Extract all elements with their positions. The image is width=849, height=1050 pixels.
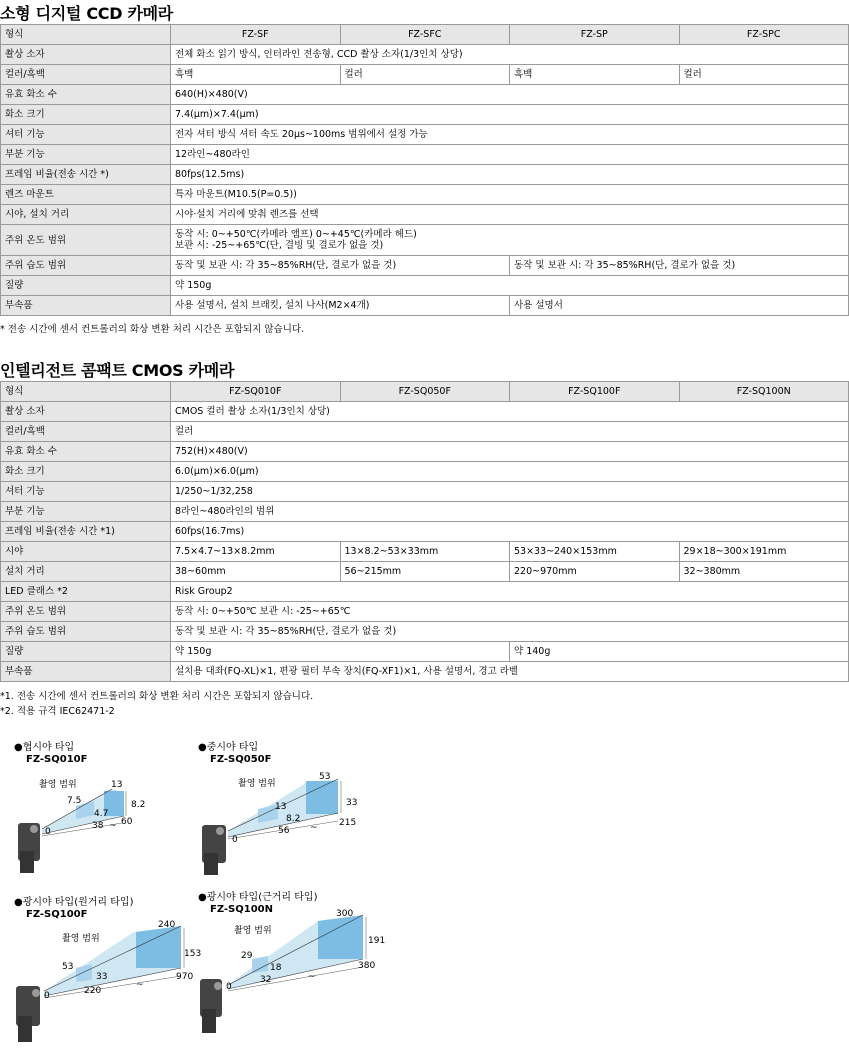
row-value: 53×33~240×153mm <box>510 542 680 562</box>
row-label: 질량 <box>1 642 171 662</box>
table-row <box>1 85 849 105</box>
row-value: 전체 화소 읽기 방식, 인터라인 전송형, CCD 촬상 소자(1/3인치 상당) <box>171 45 849 65</box>
diagram-model: FZ-SQ100F <box>26 909 88 920</box>
row-value: 설치용 대좌(FQ-XL)×1, 편광 필터 부속 장치(FQ-XF1)×1, 사용 설명서, 경고 라벨 <box>171 662 849 682</box>
near-width-label: 13 <box>275 802 287 812</box>
far-width-label: 300 <box>336 909 354 919</box>
table-row <box>1 125 849 145</box>
row-value: 220~970mm <box>510 562 680 582</box>
fov-diagram-sq050f <box>198 741 378 881</box>
table-row <box>1 145 849 165</box>
table-row <box>1 165 849 185</box>
range-label: 촬영 범위 <box>234 926 272 936</box>
row-label: 주위 습도 범위 <box>1 256 171 276</box>
range-label: 촬영 범위 <box>39 780 77 790</box>
fov-graphic <box>198 891 388 1046</box>
table-row <box>1 225 849 256</box>
row-label: 주위 온도 범위 <box>1 602 171 622</box>
camera-icon <box>200 979 222 1033</box>
row-value: 60fps(16.7ms) <box>171 522 849 542</box>
cmos-footnote-2: *2. 적용 규격 IEC62471-2 <box>0 706 115 717</box>
camera-icon <box>16 986 40 1042</box>
fov-diagram-sq100f <box>14 896 204 1046</box>
row-value: 약 140g <box>510 642 849 662</box>
range-separator: ~ <box>308 972 316 982</box>
cmos-header-row <box>1 382 849 402</box>
far-width-label: 240 <box>158 920 176 930</box>
row-value: 7.4(μm)×7.4(μm) <box>171 105 849 125</box>
temp-operating: 동작 시: 0~+50℃(카메라 앰프) 0~+45℃(카메라 헤드) <box>175 229 417 240</box>
near-width-label: 29 <box>241 951 253 961</box>
fov-near-plane <box>76 964 92 982</box>
row-value: 7.5×4.7~13×8.2mm <box>171 542 341 562</box>
near-distance-label: 220 <box>84 986 102 996</box>
row-value: 컬러 <box>679 65 849 85</box>
cmos-model-3: FZ-SQ100N <box>679 382 849 402</box>
table-row <box>1 502 849 522</box>
row-label: 촬상 소자 <box>1 45 171 65</box>
diagram-title: ●광시야 타입(근거리 타입) <box>198 892 318 903</box>
cmos-model-0: FZ-SQ010F <box>171 382 341 402</box>
near-distance-label: 32 <box>260 975 272 985</box>
cmos-model-2: FZ-SQ100F <box>510 382 680 402</box>
table-row <box>1 45 849 65</box>
near-height-label: 4.7 <box>94 809 109 819</box>
ccd-header-label: 형식 <box>1 25 171 45</box>
ccd-footnote: * 전송 시간에 센서 컨트롤러의 화상 변환 처리 시간은 포함되지 않습니다. <box>0 324 305 335</box>
table-row <box>1 185 849 205</box>
row-value: 38~60mm <box>171 562 341 582</box>
camera-icon <box>202 825 226 875</box>
ccd-section-title: 소형 디지털 CCD 카메라 <box>0 4 173 23</box>
near-height-label: 18 <box>270 963 282 973</box>
far-height-label: 33 <box>346 798 358 808</box>
far-height-label: 191 <box>368 936 386 946</box>
row-label: 셔터 기능 <box>1 125 171 145</box>
table-row <box>1 522 849 542</box>
range-separator: ~ <box>310 823 318 833</box>
origin-label: 0 <box>226 982 232 992</box>
table-row <box>1 462 849 482</box>
ccd-spec-table <box>0 24 849 316</box>
row-value: 컬러 <box>171 422 849 442</box>
row-label: 셔터 기능 <box>1 482 171 502</box>
table-row <box>1 422 849 442</box>
diagram-model: FZ-SQ100N <box>210 904 274 915</box>
table-row <box>1 296 849 316</box>
range-separator: ~ <box>136 980 144 990</box>
row-value: 12라인~480라인 <box>171 145 849 165</box>
row-value: 6.0(μm)×6.0(μm) <box>171 462 849 482</box>
row-label: 화소 크기 <box>1 105 171 125</box>
row-label: 렌즈 마운트 <box>1 185 171 205</box>
row-label: LED 클래스 *2 <box>1 582 171 602</box>
row-value <box>171 225 849 256</box>
origin-label: 0 <box>232 835 238 845</box>
camera-icon <box>18 823 40 873</box>
row-label: 부분 기능 <box>1 502 171 522</box>
table-row <box>1 105 849 125</box>
row-value: 사용 설명서 <box>510 296 849 316</box>
row-label: 화소 크기 <box>1 462 171 482</box>
near-width-label: 7.5 <box>67 796 82 806</box>
row-value: 752(H)×480(V) <box>171 442 849 462</box>
row-label: 시야 <box>1 542 171 562</box>
row-value: 29×18~300×191mm <box>679 542 849 562</box>
table-row <box>1 256 849 276</box>
near-height-label: 33 <box>96 972 108 982</box>
table-row <box>1 642 849 662</box>
near-height-label: 8.2 <box>286 814 301 824</box>
table-row <box>1 662 849 682</box>
row-label: 주위 습도 범위 <box>1 622 171 642</box>
row-value: 흑백 <box>510 65 680 85</box>
ccd-model-2: FZ-SP <box>510 25 680 45</box>
far-distance-label: 970 <box>176 972 194 982</box>
table-row <box>1 602 849 622</box>
row-label: 부속품 <box>1 662 171 682</box>
row-label: 프레임 비율(전송 시간 *1) <box>1 522 171 542</box>
range-label: 촬영 범위 <box>238 779 276 789</box>
range-label: 촬영 범위 <box>62 934 100 944</box>
fov-far-plane <box>136 926 181 968</box>
diagram-model: FZ-SQ010F <box>26 754 88 765</box>
diagram-title: ●광시야 타입(원거리 타입) <box>14 897 134 908</box>
row-value: Risk Group2 <box>171 582 849 602</box>
table-row <box>1 562 849 582</box>
row-value: 흑백 <box>171 65 341 85</box>
table-row <box>1 582 849 602</box>
far-width-label: 53 <box>319 772 331 782</box>
row-value: 약 150g <box>171 642 510 662</box>
ccd-model-3: FZ-SPC <box>679 25 849 45</box>
diagram-title: ●협시야 타입 <box>14 742 75 753</box>
row-value: 동작 시: 0~+50℃ 보관 시: -25~+65℃ <box>171 602 849 622</box>
row-label: 촬상 소자 <box>1 402 171 422</box>
table-row <box>1 442 849 462</box>
cmos-model-1: FZ-SQ050F <box>340 382 510 402</box>
row-value: 동작 및 보관 시: 각 35~85%RH(단, 결로가 없을 것) <box>171 256 510 276</box>
table-row <box>1 402 849 422</box>
row-value: 동작 및 보관 시: 각 35~85%RH(단, 결로가 없을 것) <box>510 256 849 276</box>
row-label: 설치 거리 <box>1 562 171 582</box>
row-label: 주위 온도 범위 <box>1 225 171 256</box>
row-label: 부속품 <box>1 296 171 316</box>
cmos-footnote-1: *1. 전송 시간에 센서 컨트롤러의 화상 변환 처리 시간은 포함되지 않습니다. <box>0 691 314 702</box>
diagram-title: ●중시야 타입 <box>198 742 259 753</box>
row-value: 시야·설치 거리에 맞춰 렌즈를 선택 <box>171 205 849 225</box>
row-value: 56~215mm <box>340 562 510 582</box>
far-height-label: 8.2 <box>131 800 146 810</box>
table-row <box>1 276 849 296</box>
row-value: 640(H)×480(V) <box>171 85 849 105</box>
table-row <box>1 482 849 502</box>
row-label: 컬러/흑백 <box>1 65 171 85</box>
ccd-model-0: FZ-SF <box>171 25 341 45</box>
near-distance-label: 56 <box>278 826 290 836</box>
row-label: 부분 기능 <box>1 145 171 165</box>
fov-diagram-sq100n <box>198 891 388 1046</box>
row-value: 32~380mm <box>679 562 849 582</box>
row-label: 컬러/흑백 <box>1 422 171 442</box>
temp-storage: 보관 시: -25~+65℃(단, 결빙 및 결로가 없을 것) <box>175 240 384 251</box>
row-value: 13×8.2~53×33mm <box>340 542 510 562</box>
row-value: 특자 마운트(M10.5(P=0.5)) <box>171 185 849 205</box>
fov-far-plane <box>306 781 338 814</box>
row-value: 사용 설명서, 설치 브래킷, 설치 나사(M2×4개) <box>171 296 510 316</box>
far-distance-label: 215 <box>339 818 357 828</box>
ccd-header-row <box>1 25 849 45</box>
row-value: 약 150g <box>171 276 849 296</box>
cmos-spec-table <box>0 381 849 682</box>
fov-near-plane <box>252 956 268 973</box>
row-label: 유효 화소 수 <box>1 85 171 105</box>
fov-far-plane <box>318 915 363 959</box>
origin-label: 0 <box>44 991 50 1001</box>
origin-label: 0 <box>45 827 51 837</box>
row-label: 프레임 비율(전송 시간 *) <box>1 165 171 185</box>
range-separator: ~ <box>109 821 117 831</box>
fov-graphic <box>14 741 174 881</box>
row-value: CMOS 컬러 촬상 소자(1/3인치 상당) <box>171 402 849 422</box>
row-value: 동작 및 보관 시: 각 35~85%RH(단, 결로가 없을 것) <box>171 622 849 642</box>
table-row <box>1 542 849 562</box>
ccd-model-1: FZ-SFC <box>340 25 510 45</box>
row-value: 8라인~480라인의 범위 <box>171 502 849 522</box>
fov-graphic <box>198 741 378 881</box>
row-label: 유효 화소 수 <box>1 442 171 462</box>
table-row <box>1 622 849 642</box>
table-row <box>1 65 849 85</box>
fov-graphic <box>14 896 204 1046</box>
row-value: 컬러 <box>340 65 510 85</box>
row-value: 1/250~1/32,258 <box>171 482 849 502</box>
row-label: 시야, 설치 거리 <box>1 205 171 225</box>
table-row <box>1 205 849 225</box>
cmos-header-label: 형식 <box>1 382 171 402</box>
far-width-label: 13 <box>111 780 123 790</box>
cmos-section-title: 인텔리전트 콤팩트 CMOS 카메라 <box>0 361 235 380</box>
far-distance-label: 380 <box>358 961 376 971</box>
far-distance-label: 60 <box>121 817 133 827</box>
far-height-label: 153 <box>184 949 202 959</box>
row-label: 질량 <box>1 276 171 296</box>
diagram-model: FZ-SQ050F <box>210 754 272 765</box>
near-width-label: 53 <box>62 962 74 972</box>
fov-diagram-sq010f <box>14 741 174 881</box>
near-distance-label: 38 <box>92 821 104 831</box>
row-value: 전자 셔터 방식 셔터 속도 20μs~100ms 범위에서 설정 가능 <box>171 125 849 145</box>
row-value: 80fps(12.5ms) <box>171 165 849 185</box>
